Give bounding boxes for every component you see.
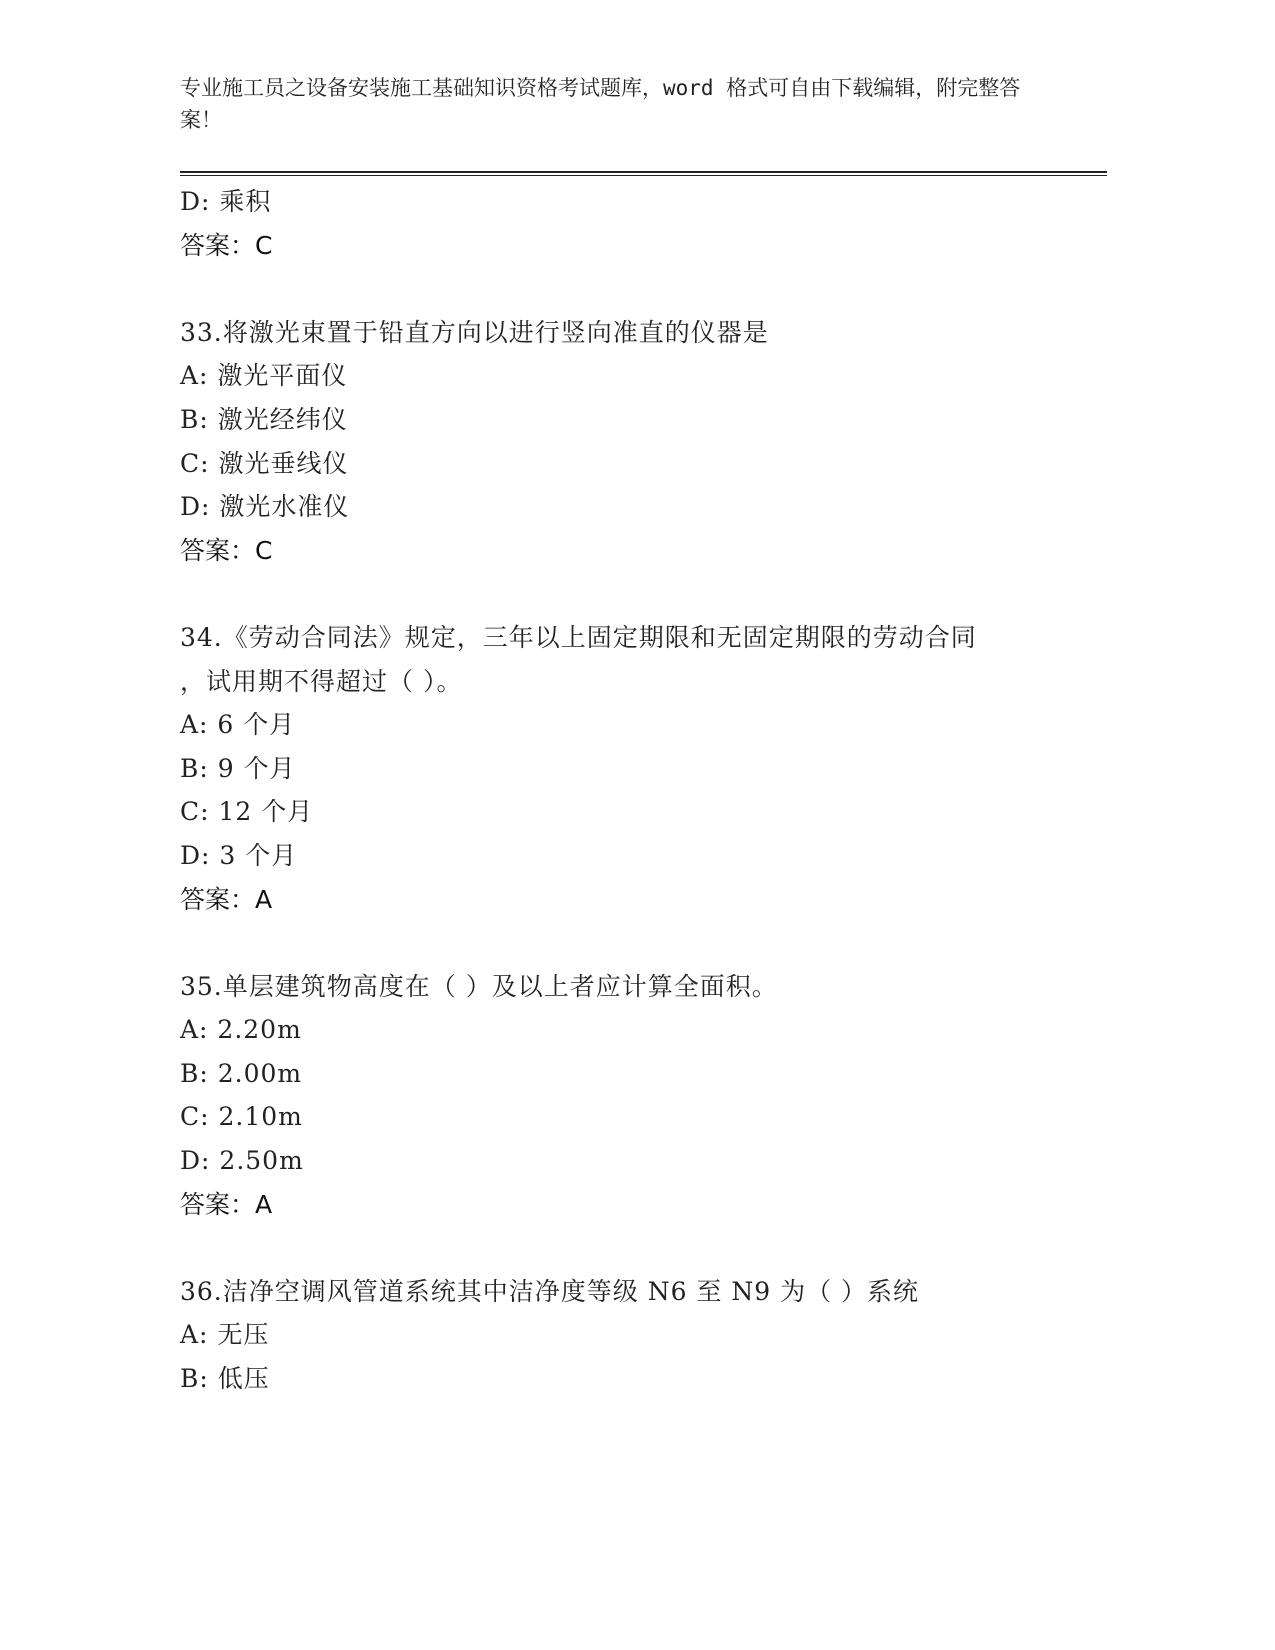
question-35-text: 35.单层建筑物高度在（ ）及以上者应计算全面积。 xyxy=(180,971,778,1001)
option-b: B: 2.00m xyxy=(180,1058,303,1088)
question-33-text: 33.将激光束置于铅直方向以进行竖向准直的仪器是 xyxy=(180,317,769,347)
question-36-text: 36.洁净空调风管道系统其中洁净度等级 N6 至 N9 为（ ）系统 xyxy=(180,1276,920,1306)
spacer xyxy=(180,921,1080,965)
option-c: C: 2.10m xyxy=(180,1102,303,1132)
option-d: D: 3 个月 xyxy=(180,840,298,870)
option-a: A: 无压 xyxy=(180,1320,270,1350)
question-34-text: 34.《劳动合同法》规定，三年以上固定期限和无固定期限的劳动合同 xyxy=(180,622,977,652)
option-a: A: 6 个月 xyxy=(180,710,296,740)
option-d: D: 乘积 xyxy=(180,187,272,216)
option-b: B: 激光经纬仪 xyxy=(180,404,348,434)
option-a: A: 激光平面仪 xyxy=(180,361,348,391)
header-text: 专业施工员之设备安装施工基础知识资格考试题库，word 格式可自由下载编辑，附完整答案！ xyxy=(180,76,1021,132)
option-c: C: 激光垂线仪 xyxy=(180,448,349,478)
answer: 答案：A xyxy=(180,884,273,914)
question-34-text-cont: ，试用期不得超过（ ）。 xyxy=(180,666,463,696)
page-header xyxy=(180,72,1040,136)
option-d: D: 2.50m xyxy=(180,1146,304,1176)
spacer xyxy=(180,267,1080,311)
option-b: B: 9 个月 xyxy=(180,753,296,783)
spacer xyxy=(180,572,1080,616)
spacer xyxy=(180,1226,1080,1270)
option-d: D: 激光水准仪 xyxy=(180,492,350,522)
option-c: C: 12 个月 xyxy=(180,797,314,827)
option-a: A: 2.20m xyxy=(180,1015,302,1045)
option-b: B: 低压 xyxy=(180,1364,270,1394)
answer: 答案：C xyxy=(180,535,273,565)
answer: 答案：C xyxy=(180,230,273,260)
header-divider xyxy=(180,171,1107,176)
answer: 答案：A xyxy=(180,1189,273,1219)
question-list xyxy=(180,180,1080,1401)
